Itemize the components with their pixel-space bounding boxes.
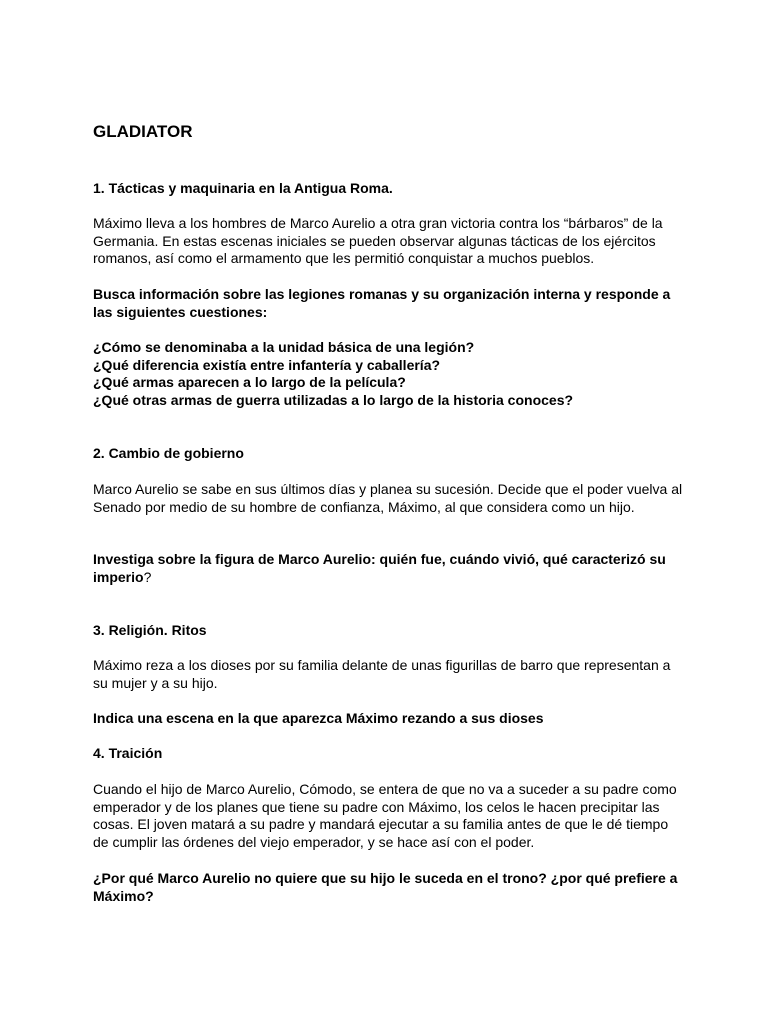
question-item: ¿Cómo se denominaba a la unidad básica de una legión? <box>93 339 475 355</box>
section-1-heading: 1. Tácticas y maquinaria en la Antigua Roma. <box>93 180 393 196</box>
section-1-paragraph: Máximo lleva a los hombres de Marco Aurelio a otra gran victoria contra los “bárbaros” de la Germania. En estas escenas iniciales se pueden observar algunas tácticas de los ejércitos romanos, así como el armamento que les permitió conquistar a muchos pueblos. <box>93 215 663 267</box>
section-2-paragraph: Marco Aurelio se sabe en sus últimos días y planea su sucesión. Decide que el poder vuelva al Senado por medio de su hombre de confianza, Máximo, al que considera como un hijo. <box>93 481 683 515</box>
section-3-heading: 3. Religión. Ritos <box>93 622 207 638</box>
document-title: GLADIATOR <box>93 122 193 141</box>
section-3-task: Indica una escena en la que aparezca Máximo rezando a sus dioses <box>93 710 544 726</box>
section-2-task-tail: ? <box>143 568 152 585</box>
section-2-task <box>93 551 683 586</box>
section-2-task-text: Investiga sobre la figura de Marco Aurelio: quién fue, cuándo vivió, qué caracterizó su imperio <box>93 551 666 585</box>
section-3-paragraph: Máximo reza a los dioses por su familia delante de unas figurillas de barro que representan a su mujer y a su hijo. <box>93 657 671 691</box>
section-4-paragraph: Cuando el hijo de Marco Aurelio, Cómodo, se entera de que no va a suceder a su padre como emperador y de los planes que tiene su padre con Máximo, los celos le hacen precipitar las cosas. El joven matará a su padre y mandará ejecutar a su familia antes de que le dé tiempo de cumplir las órdenes del viejo emperador, y se hace así con el poder. <box>93 781 677 850</box>
question-item: ¿Qué armas aparecen a lo largo de la película? <box>93 374 406 391</box>
section-4-task: ¿Por qué Marco Aurelio no quiere que su hijo le suceda en el trono? ¿por qué prefiere a Máximo? <box>93 870 678 904</box>
section-1-questions <box>93 339 683 409</box>
question-item: ¿Qué otras armas de guerra utilizadas a lo largo de la historia conoces? <box>93 391 574 408</box>
section-4-heading: 4. Traición <box>93 745 163 761</box>
section-1-task: Busca información sobre las legiones romanas y su organización interna y responde a las siguientes cuestiones: <box>93 286 671 320</box>
question-item: ¿Qué diferencia existía entre infantería y caballería? <box>93 356 441 373</box>
section-2-heading: 2. Cambio de gobierno <box>93 445 244 461</box>
